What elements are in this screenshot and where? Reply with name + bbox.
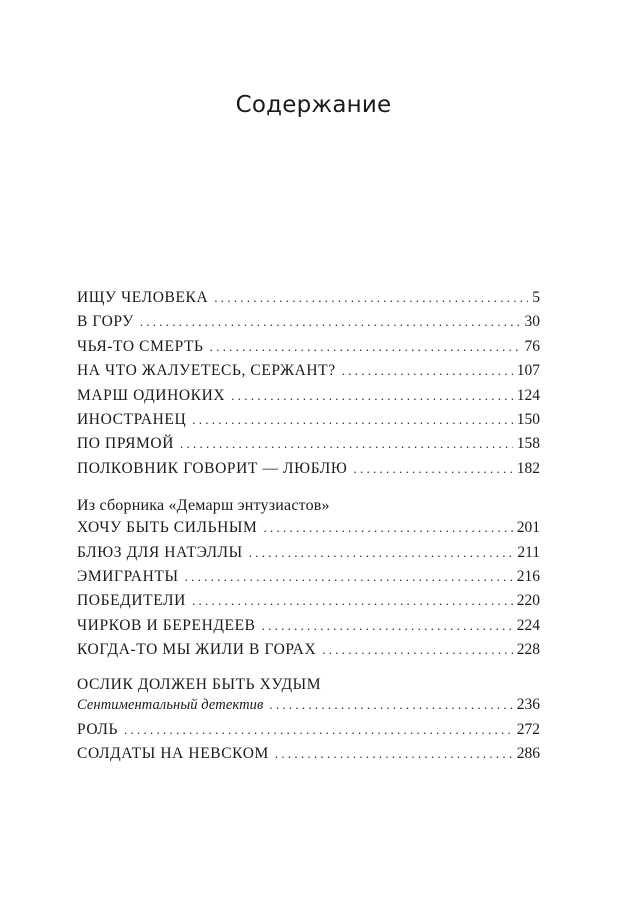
toc-entry-title: ЧИРКОВ И БЕРЕНДЕЕВ xyxy=(77,616,256,634)
toc-entry-page: 236 xyxy=(516,696,540,714)
toc-entry-page: 107 xyxy=(516,362,540,380)
dot-leader xyxy=(322,642,513,658)
toc-entry-title: ПО ПРЯМОЙ xyxy=(77,435,175,453)
toc-entry-title: ПОБЕДИТЕЛИ xyxy=(77,592,186,610)
toc-entry-title: ЧЬЯ-ТО СМЕРТЬ xyxy=(77,337,204,355)
toc-entry[interactable] xyxy=(77,338,540,362)
toc-entry-title: СОЛДАТЫ НА НЕВСКОМ xyxy=(77,745,269,763)
toc-entry[interactable] xyxy=(77,387,540,411)
dot-leader xyxy=(231,388,513,404)
toc-entry-title: БЛЮЗ ДЛЯ НАТЭЛЛЫ xyxy=(77,543,243,561)
toc-entry-page: 5 xyxy=(532,289,540,306)
toc-entry-title: РОЛЬ xyxy=(77,720,119,738)
toc-entry-subtitle: Сентиментальный детектив xyxy=(77,697,264,714)
toc-entry-page: 224 xyxy=(516,616,540,634)
toc-entry-page: 30 xyxy=(524,313,540,331)
toc-entry-title: ХОЧУ БЫТЬ СИЛЬНЫМ xyxy=(77,519,258,537)
dot-leader xyxy=(124,722,513,738)
toc-entry-page: 150 xyxy=(516,410,540,428)
toc-entry[interactable] xyxy=(77,519,540,543)
toc-entry[interactable] xyxy=(77,721,540,745)
toc-entry-page: 158 xyxy=(516,435,540,453)
dot-leader xyxy=(249,545,514,561)
toc-entry-page: 124 xyxy=(516,386,540,404)
toc-entry-title: НА ЧТО ЖАЛУЕТЕСЬ, СЕРЖАНТ? xyxy=(77,362,336,380)
toc-entry-page: 211 xyxy=(517,543,540,561)
dot-leader xyxy=(342,363,513,379)
dot-leader xyxy=(192,412,512,428)
collection-heading: Из сборника «Демарш энтузиастов» xyxy=(77,497,330,515)
toc-entry[interactable] xyxy=(77,568,540,592)
toc-entry[interactable] xyxy=(77,313,540,337)
toc-entry-page: 286 xyxy=(516,745,540,763)
toc-entry-title[interactable]: ОСЛИК ДОЛЖЕН БЫТЬ ХУДЫМ xyxy=(77,676,322,694)
toc-entry[interactable] xyxy=(77,435,540,459)
toc-entry[interactable] xyxy=(77,696,540,720)
dot-leader xyxy=(275,746,513,762)
toc-entry[interactable] xyxy=(77,289,540,313)
toc-entry-page: 201 xyxy=(516,519,540,537)
toc-entry[interactable] xyxy=(77,544,540,568)
dot-leader xyxy=(214,290,528,306)
toc-entry-page: 216 xyxy=(516,567,540,585)
toc-entry-page: 272 xyxy=(516,720,540,738)
toc-entry[interactable] xyxy=(77,411,540,435)
toc-entry[interactable] xyxy=(77,460,540,484)
dot-leader xyxy=(185,569,513,585)
toc-entry[interactable] xyxy=(77,592,540,616)
toc-entry-title: МАРШ ОДИНОКИХ xyxy=(77,386,226,404)
toc-entry-title: КОГДА-ТО МЫ ЖИЛИ В ГОРАХ xyxy=(77,641,317,659)
page-title: Содержание xyxy=(235,92,392,118)
group-spacer xyxy=(77,665,540,674)
toc-entry[interactable] xyxy=(77,641,540,665)
toc-entry-title: В ГОРУ xyxy=(77,313,134,331)
dot-leader xyxy=(353,461,512,477)
dot-leader xyxy=(263,520,512,536)
dot-leader xyxy=(210,339,521,355)
toc-entry-page: 76 xyxy=(524,337,540,355)
dot-leader xyxy=(180,436,513,452)
toc-entry-title: ЭМИГРАНТЫ xyxy=(77,567,179,585)
toc-entry[interactable] xyxy=(77,745,540,769)
toc-entry-page: 228 xyxy=(516,641,540,659)
toc-entry[interactable] xyxy=(77,362,540,386)
toc-entry-title: ИНОСТРАНЕЦ xyxy=(77,410,187,428)
toc-entry-page: 220 xyxy=(516,592,540,610)
dot-leader xyxy=(192,593,513,609)
dot-leader xyxy=(269,697,512,713)
toc-entry-page: 182 xyxy=(516,459,540,477)
toc-entry-title: ИЩУ ЧЕЛОВЕКА xyxy=(77,289,209,306)
dot-leader xyxy=(262,618,513,634)
table-of-contents xyxy=(77,289,540,770)
toc-entry-title: ПОЛКОВНИК ГОВОРИТ — ЛЮБЛЮ xyxy=(77,459,348,477)
toc-entry[interactable] xyxy=(77,617,540,641)
dot-leader xyxy=(140,314,521,330)
